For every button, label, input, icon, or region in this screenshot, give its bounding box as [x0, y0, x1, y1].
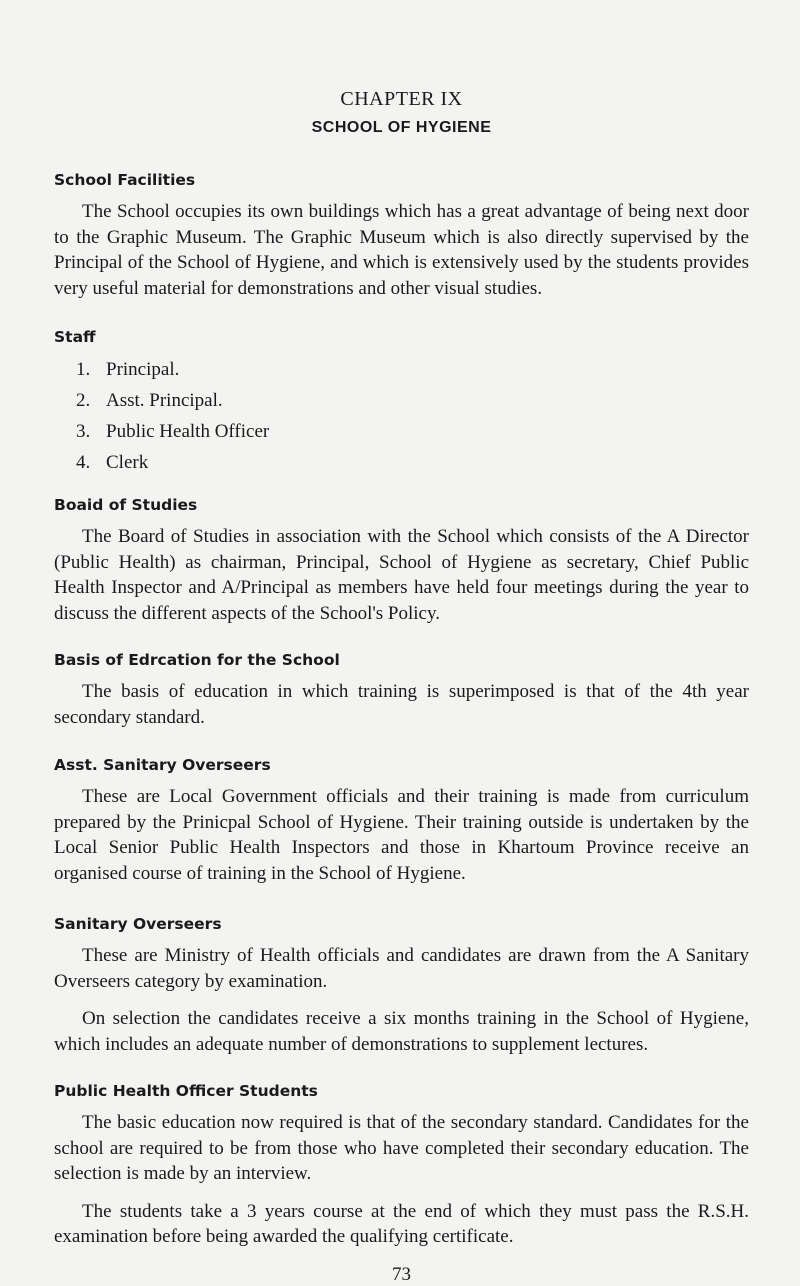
chapter-heading: CHAPTER IX: [340, 88, 463, 110]
list-item: [76, 354, 749, 385]
section-heading: Public Health Officer Students: [54, 1082, 318, 1100]
section-public-health-officer-students: [54, 1082, 749, 1250]
section-staff: [54, 328, 749, 478]
list-item: [76, 385, 749, 416]
list-number: 4.: [76, 452, 91, 473]
paragraph: The students take a 3 years course at the end of which they must pass the R.S.H. examination before being awarded the qualifying certificate.: [54, 1200, 749, 1247]
list-item: [76, 447, 749, 478]
list-label: Clerk: [106, 452, 149, 473]
section-board-of-studies: [54, 496, 749, 626]
section-sanitary-overseers: [54, 915, 749, 1057]
list-label: Public Health Officer: [106, 421, 270, 442]
list-number: 2.: [76, 390, 91, 411]
section-heading: Staff: [54, 328, 96, 346]
paragraph: The basic education now required is that of the secondary standard. Candidates for the school are required to be from those who have completed their secondary education. The selection is made by an interview.: [54, 1112, 749, 1184]
page-title: SCHOOL OF HYGIENE: [311, 119, 492, 136]
paragraph: The basis of education in which training is superimposed is that of the 4th year secondary standard.: [54, 681, 749, 728]
section-school-facilities: [54, 171, 749, 301]
section-heading: Basis of Edrcation for the School: [54, 651, 340, 669]
section-heading: Boaid of Studies: [54, 496, 198, 514]
section-heading: Asst. Sanitary Overseers: [54, 756, 271, 774]
list-label: Asst. Principal.: [106, 390, 223, 411]
staff-list: [54, 354, 749, 478]
document-page: [54, 88, 749, 1286]
page-number: 73: [392, 1263, 411, 1285]
paragraph: These are Local Government officials and their training is made from curriculum prepared by the Prinicpal School of Hygiene. Their training outside is undertaken by the Local Senior Public Health Inspectors and those in Khartoum Province receive an organised course of training in the School of Hygiene.: [54, 786, 749, 884]
section-asst-sanitary-overseers: [54, 756, 749, 886]
paragraph: The School occupies its own buildings which has a great advantage of being next door to the Graphic Museum. The Graphic Museum which is also directly supervised by the Principal of the School of Hygiene, and which is extensively used by the students provides very useful material for demonstrations and other visual studies.: [54, 201, 749, 299]
paragraph: On selection the candidates receive a six months training in the School of Hygiene, which includes an adequate number of demonstrations to supplement lectures.: [54, 1008, 749, 1055]
section-heading: School Facilities: [54, 171, 196, 189]
list-number: 3.: [76, 421, 91, 442]
section-heading: Sanitary Overseers: [54, 915, 222, 933]
list-number: 1.: [76, 359, 91, 380]
list-label: Principal.: [106, 359, 180, 380]
paragraph: The Board of Studies in association with the School which consists of the A Director (Public Health) as chairman, Principal, School of Hygiene as secretary, Chief Public Health Inspector and A/Principal as members have held four meetings during the year to discuss the different aspects of the School's Policy.: [54, 526, 749, 624]
list-item: [76, 416, 749, 447]
paragraph: These are Ministry of Health officials and candidates are drawn from the A Sanitary Overseers category by examination.: [54, 945, 749, 992]
section-basis-of-education: [54, 651, 749, 730]
